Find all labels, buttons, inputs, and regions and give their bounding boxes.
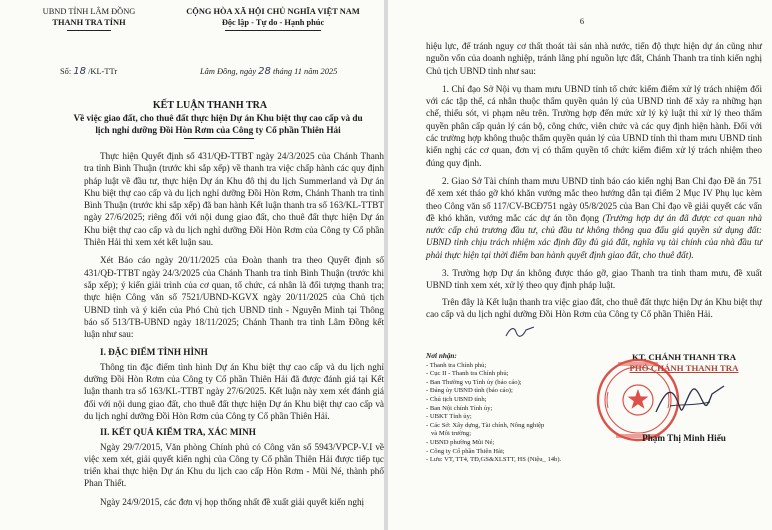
- paragraph-continued: Ngày 24/9/2015, các đơn vị họp thống nhất đề xuất giải quyết kiến nghị: [100, 496, 365, 507]
- closing-initial-mark: [504, 324, 538, 340]
- left-body: [84, 150, 384, 510]
- recommendation-item-1: 1. Chỉ đạo Sở Nội vụ tham mưu UBND tỉnh tổ chức kiểm điểm xử lý trách nhiệm đối với các tập thể, cá nhân thuộc thẩm quyền quản lý của UBND tỉnh để xảy ra những hạn chế, thiếu sót, vi phạm nêu trên. Trường hợp đến mức xử lý kỷ luật thì xử lý theo thẩm quyền phân cấp quản lý cán bộ, công chức, viên chức và các quy định hiện hành. Đối với các trường hợp không thuộc thẩm quyền quản lý của UBND tỉnh thì tham mưu UBND tỉnh kiến nghị các cơ quan, đơn vị có thẩm quyền tổ chức kiểm điểm xử lý trách nhiệm theo đúng quy định.: [426, 83, 762, 168]
- paragraph-intro: Thực hiện Quyết định số 431/QĐ-TTBT ngày 24/3/2025 của Chánh Thanh tra tỉnh Bình Thuận (trước khi sắp xếp) về thanh tra việc chấp hành các quy định pháp luật về đầu tư, thực hiện Dự án Khu đô thị du lịch Summerland và Dự án Khu biệt thự cao cấp và du lịch nghỉ dưỡng Đồi Hòn Rơm, Chánh Thanh tra tỉnh Bình Thuận (trước khi sắp xếp) đã ban hành Kết luận thanh tra số 163/KL-TTBT ngày 27/6/2025; riêng đối với nội dung giao đất, cho thuê đất thực hiện Dự án Khu biệt thự cao cấp và du lịch nghỉ dưỡng Đồi Hòn Rơm của Công ty Cổ phần Thiên Hải thì xem xét kết luận sau.: [84, 151, 384, 248]
- paragraph-report: Xét Báo cáo ngày 20/11/2025 của Đoàn thanh tra theo Quyết định số 431/QĐ-TTBT ngày 24/3/2025 của Chánh Thanh tra tỉnh Bình Thuận (trước khi sắp xếp); ý kiến giải trình của cơ quan, tổ chức, cá nhân là đối tượng thanh tra; thực hiện Công văn số 7521/UBND-KGVX ngày 20/11/2025 của Chủ tịch UBND tỉnh và ý kiến của Phó Chủ tịch UBND tỉnh - Nguyễn Minh tại Thông báo số 513/TB-UBND ngày 18/11/2025; Chánh Thanh tra tỉnh Lâm Đồng kết luận như sau:: [84, 255, 384, 340]
- issuing-agency: [30, 6, 148, 31]
- document-page-left: [0, 0, 384, 530]
- recipient-item: - Lưu: VT, TT4, TĐ,GS&XLSTT, HS (Niệu_ 14b).: [426, 456, 562, 464]
- recommendation-item-3: 3. Trường hợp Dự án không được tháo gỡ, giao Thanh tra tỉnh tham mưu, đề xuất UBND tỉnh xem xét, xử lý theo quy định pháp luật.: [426, 268, 762, 291]
- heading-section-2: II. KẾT QUẢ KIỂM TRA, XÁC MINH: [100, 427, 256, 438]
- nation-line-2: Độc lập - Tự do - Hạnh phúc: [221, 18, 325, 27]
- document-date: [200, 66, 380, 77]
- handwritten-signature: [650, 376, 730, 426]
- date-handwritten: 28: [258, 66, 271, 77]
- motto-underline: [225, 30, 321, 31]
- recipient-item: - UBKT Tỉnh ủy;: [426, 413, 472, 421]
- recipients-title: Nơi nhận:: [426, 352, 457, 360]
- page-number: 6: [579, 17, 585, 26]
- item-2-italic-text: (Trường hợp dự án đã được cơ quan nhà nước cấp chủ trương đầu tư, chủ đầu tư không thông qua đấu giá quyền sử dụng đất: UBND tỉnh chịu trách nhiệm xác định đầy đủ giá đất, nghĩa vụ tài chính của nhà đầu tư phải thực hiện tại thời điểm ban hành quyết định giao đất, cho thuê đất).: [426, 212, 763, 260]
- closing-statement: Trên đây là Kết luận thanh tra việc giao đất, cho thuê đất thực hiện Dự án Khu biệt thự cao cấp và du lịch nghỉ dưỡng Đồi Hòn Rơm của Công ty Cổ phần Thiên Hải.: [426, 296, 762, 319]
- agency-line-2: THANH TRA TỈNH: [52, 18, 126, 27]
- title-underline: [184, 138, 254, 139]
- date-suffix: tháng 11 năm 2025: [273, 67, 338, 76]
- nation-line-1: CỘNG HÒA XÃ HỘI CHỦ NGHĨA VIỆT NAM: [186, 7, 360, 16]
- document-number: [60, 66, 150, 77]
- doc-number-handwritten: 18: [73, 66, 87, 77]
- paragraph-situation: Thông tin đặc điểm tình hình Dự án Khu biệt thự cao cấp và du lịch nghỉ dưỡng Đồi Hòn Rơm của Công ty Cổ phần Thiên Hải đã được đánh giá tại Kết luận thanh tra số 163/KL-TTBT ngày 27/6/2025. Kết luận này xem xét đánh giá đối với nội dung giao đất, cho thuê đất thực hiện Dự án Khu biệt thự cao cấp và du lịch nghỉ dưỡng Đồi Hòn Rơm của Công ty Cổ phần Thiên Hải.: [84, 361, 384, 421]
- recipient-item: - Cục II - Thanh tra Chính phủ;: [426, 370, 509, 378]
- recipient-item: - Các Sở: Xây dựng, Tài chính, Nông nghiệp: [426, 421, 545, 429]
- document-subtitle: Về việc giao đất, cho thuê đất thực hiện Dự án Khu biệt thự cao cấp và du lịch nghỉ dưỡng Đồi Hòn Rơm của Công ty Cổ phần Thiên Hải: [73, 113, 363, 135]
- date-prefix: Lâm Đồng, ngày: [200, 67, 257, 76]
- recipient-item: - Ban Thường vụ Tỉnh ủy (báo cáo);: [426, 378, 522, 386]
- paragraph-verification: Ngày 29/7/2015, Văn phòng Chính phủ có Công văn số 5943/VPCP-V.I về việc xem xét, giải quyết kiến nghị của Công ty Cổ phần Thiên Hải được tiếp tục triển khai thực hiện Dự án Khu du lịch cao cấp Hòn Rơm - Mũi Né, thành phố Phan Thiết.: [84, 441, 384, 489]
- agency-line-1: UBND TỈNH LÂM ĐỒNG: [42, 7, 136, 16]
- recipients-block: [426, 352, 606, 465]
- recipient-item: - UBND phường Mũi Né;: [426, 438, 495, 446]
- recipient-item: - Đảng ủy UBND tỉnh (báo cáo);: [426, 387, 513, 395]
- signer-name: Phạm Thị Minh Hiếu: [642, 433, 726, 443]
- doc-number-prefix: Số:: [60, 67, 72, 76]
- agency-underline: [67, 30, 111, 31]
- right-body: [426, 40, 762, 322]
- sign-role-2: PHÓ CHÁNH THANH TRA: [629, 363, 739, 373]
- paragraph-recommendation-intro: hiệu lực, để tránh nguy cơ thất thoát tài sản nhà nước, tiến độ thực hiện dự án cũng như nguồn vốn của doanh nghiệp, tránh lãng phí nguồn lực đất, Chánh Thanh tra tỉnh kiến nghị Chủ tịch UBND tỉnh như sau:: [426, 41, 762, 76]
- recipient-item: - Công ty Cổ phần Thiên Hải;: [426, 447, 505, 455]
- recipient-item: - Chủ tịch UBND tỉnh;: [426, 395, 487, 403]
- recipient-item: - Ban Nội chính Tỉnh ủy;: [426, 404, 493, 412]
- recipient-item: - Thanh tra Chính phủ;: [426, 361, 487, 369]
- sign-role-1: KT. CHÁNH THANH TRA: [631, 352, 737, 362]
- national-motto: [160, 6, 384, 31]
- recipient-item: và Môi trường;: [431, 430, 472, 438]
- heading-section-1: I. ĐẶC ĐIỂM TÌNH HÌNH: [100, 347, 208, 358]
- document-page-right: [388, 0, 772, 530]
- doc-number-suffix: /KL-TTr: [88, 67, 118, 76]
- document-title: KẾT LUẬN THANH TRA: [152, 100, 268, 111]
- recommendation-item-2: [426, 175, 762, 261]
- item-2-main-text: 2. Giao Sở Tài chính tham mưu UBND tỉnh báo cáo kiến nghị Ban Chỉ đạo Đề án 751 để xem xét tháo gỡ khó khăn vướng mắc theo hướng dẫn tại điểm 2 Mục IV Phụ lục kèm theo Công văn số 117/CV-BCĐ751 ngày 05/8/2025 của Ban Chỉ đạo về giải quyết các vấn đề khó khăn, vướng mắc các dự án tồn đọng: [426, 175, 762, 223]
